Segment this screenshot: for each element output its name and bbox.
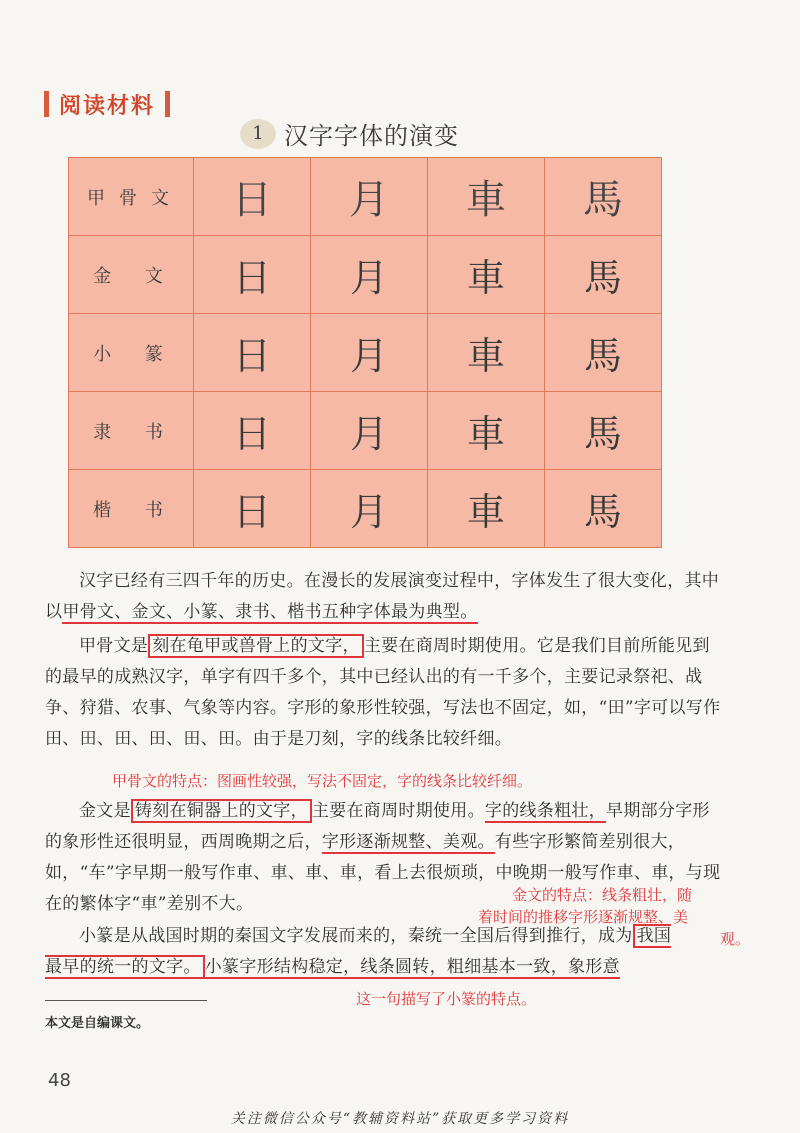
character-glyph: 月 (349, 490, 388, 534)
row-label: 金 文 (69, 236, 194, 314)
character-glyph: 日 (232, 256, 271, 300)
reading-material-label: 阅读材料 (59, 93, 156, 119)
reading-material-tag (44, 88, 170, 120)
glyph-cell (311, 314, 428, 392)
annotation-bronze-3: 观。 (720, 930, 751, 948)
paragraph-oracle-bone (45, 631, 725, 755)
paragraph-intro (45, 566, 725, 628)
annotation-bronze-2: 着时间的推移字形逐渐规整、美 (478, 908, 689, 926)
character-glyph: 馬 (583, 334, 622, 378)
bronze-text-b: 主要在商周时期使用。 (311, 801, 485, 821)
annotation-oracle: 甲骨文的特点：图画性较强，写法不固定，字的线条比较纤细。 (112, 772, 533, 790)
glyph-cell (311, 470, 428, 548)
tag-bar-right (165, 91, 170, 117)
character-glyph: 日 (232, 334, 271, 378)
bronze-text-e: 看上去很烦琐，中晚期一般写作 (374, 863, 617, 883)
character-glyph: 日 (232, 412, 271, 456)
bronze-text-f: 与现在的繁体字“車”差别不大。 (45, 863, 721, 914)
character-glyph: 馬 (583, 177, 623, 223)
table-row (69, 236, 662, 314)
lesson-number: 1 (240, 119, 276, 149)
table-row (69, 392, 662, 470)
lesson-title (240, 116, 459, 151)
footer-note: 关注微信公众号“教辅资料站”获取更多学习资料 (230, 1111, 570, 1127)
glyph-cell (545, 470, 662, 548)
seal-text-a: 小篆是从战国时期的秦国文字发展而来的，秦统一全国后得到推行，成为 (79, 926, 633, 946)
oracle-text-c: 由于是刀刻，字的线条比较纤细。 (252, 729, 513, 749)
character-glyph: 車 (466, 490, 505, 534)
glyph-cell (428, 236, 545, 314)
glyph-cell (311, 392, 428, 470)
annotation-bronze-1: 金文的特点：线条粗壮，随 (512, 886, 693, 904)
table-row (69, 470, 662, 548)
bronze-boxed: 铸刻在铜器上的文字， (131, 799, 312, 823)
bronze-text-a: 金文是 (79, 801, 131, 821)
oracle-text-a: 甲骨文是 (79, 636, 149, 656)
glyph-cell (194, 314, 311, 392)
seal-underlined: 小篆字形结构稳定，线条圆转，粗细基本一致，象形意 (204, 957, 620, 977)
row-label: 隶 书 (69, 392, 194, 470)
table-row (69, 314, 662, 392)
bronze-text-c: 早期部分字形的象形性还很明显，西周晚期之后， (45, 801, 710, 852)
bronze-underline-1: 字的线条粗壮， (484, 801, 607, 821)
glyph-cell (428, 158, 545, 236)
character-glyph: 車 (466, 177, 506, 223)
glyph-cell (428, 392, 545, 470)
character-glyph: 車 (466, 412, 505, 456)
character-glyph: 日 (232, 177, 272, 223)
glyph-cell (194, 158, 311, 236)
character-glyph: 日 (232, 490, 271, 534)
glyph-cell (428, 314, 545, 392)
character-glyph: 馬 (583, 490, 622, 534)
character-glyph: 月 (349, 334, 388, 378)
intro-underlined: 甲骨文、金文、小篆、隶书、楷书五种字体最为典型。 (62, 602, 478, 622)
glyph-cell (311, 158, 428, 236)
character-glyph: 車 (466, 256, 505, 300)
annotation-seal: 这一句描写了小篆的特点。 (356, 990, 537, 1008)
glyph-cell (194, 470, 311, 548)
oracle-tian-forms: 田、田、田、田、田、田。 (45, 729, 253, 749)
glyph-cell (545, 392, 662, 470)
glyph-cell (545, 314, 662, 392)
oracle-boxed: 刻在龟甲或兽骨上的文字， (148, 634, 364, 658)
character-glyph: 馬 (583, 412, 622, 456)
table-row (69, 158, 662, 236)
footnote: 本文是自编课文。 (45, 1016, 150, 1031)
glyph-cell (428, 470, 545, 548)
row-label: 楷 书 (69, 470, 194, 548)
glyph-cell (545, 236, 662, 314)
character-glyph: 馬 (583, 256, 622, 300)
intro-text: 汉字已经有三四千年的历史。在漫长的发展演变过程中，字体发生了很大变化，其中以 (45, 571, 720, 622)
seal-boxed: 我国最早的统一的文字。 (45, 926, 672, 977)
row-label: 小 篆 (69, 314, 194, 392)
oracle-text-b: 主要在商周时期使用。它是我们目前所能见到的最早的成熟汉字，单字有四千多个，其中已经认出的有一千多个，主要记录祭祀、战争、狩猎、农事、气象等内容。字形的象形性较强，写法也不固定，如，“田”字可以写作 (45, 636, 721, 718)
character-glyph: 車 (466, 334, 505, 378)
glyph-cell (545, 158, 662, 236)
page-number: 48 (48, 1070, 71, 1091)
bronze-che-forms-late: 車、車， (616, 863, 686, 883)
row-label: 甲骨文 (69, 158, 194, 236)
character-glyph: 月 (349, 256, 388, 300)
bronze-text-d: 有些字形繁简差别很大，如，“车”字早期一般写作 (45, 832, 686, 883)
glyph-cell (311, 236, 428, 314)
lesson-title-text: 汉字字体的演变 (284, 122, 459, 150)
character-glyph: 月 (349, 412, 388, 456)
footnote-divider (45, 1000, 207, 1001)
bronze-che-forms: 車、車、車、車， (235, 863, 375, 883)
bronze-underline-2: 字形逐渐规整、美观。 (321, 832, 495, 852)
glyph-cell (194, 392, 311, 470)
glyph-cell (194, 236, 311, 314)
paragraph-small-seal (45, 921, 685, 983)
script-evolution-table (68, 157, 662, 548)
character-glyph: 月 (349, 177, 389, 223)
